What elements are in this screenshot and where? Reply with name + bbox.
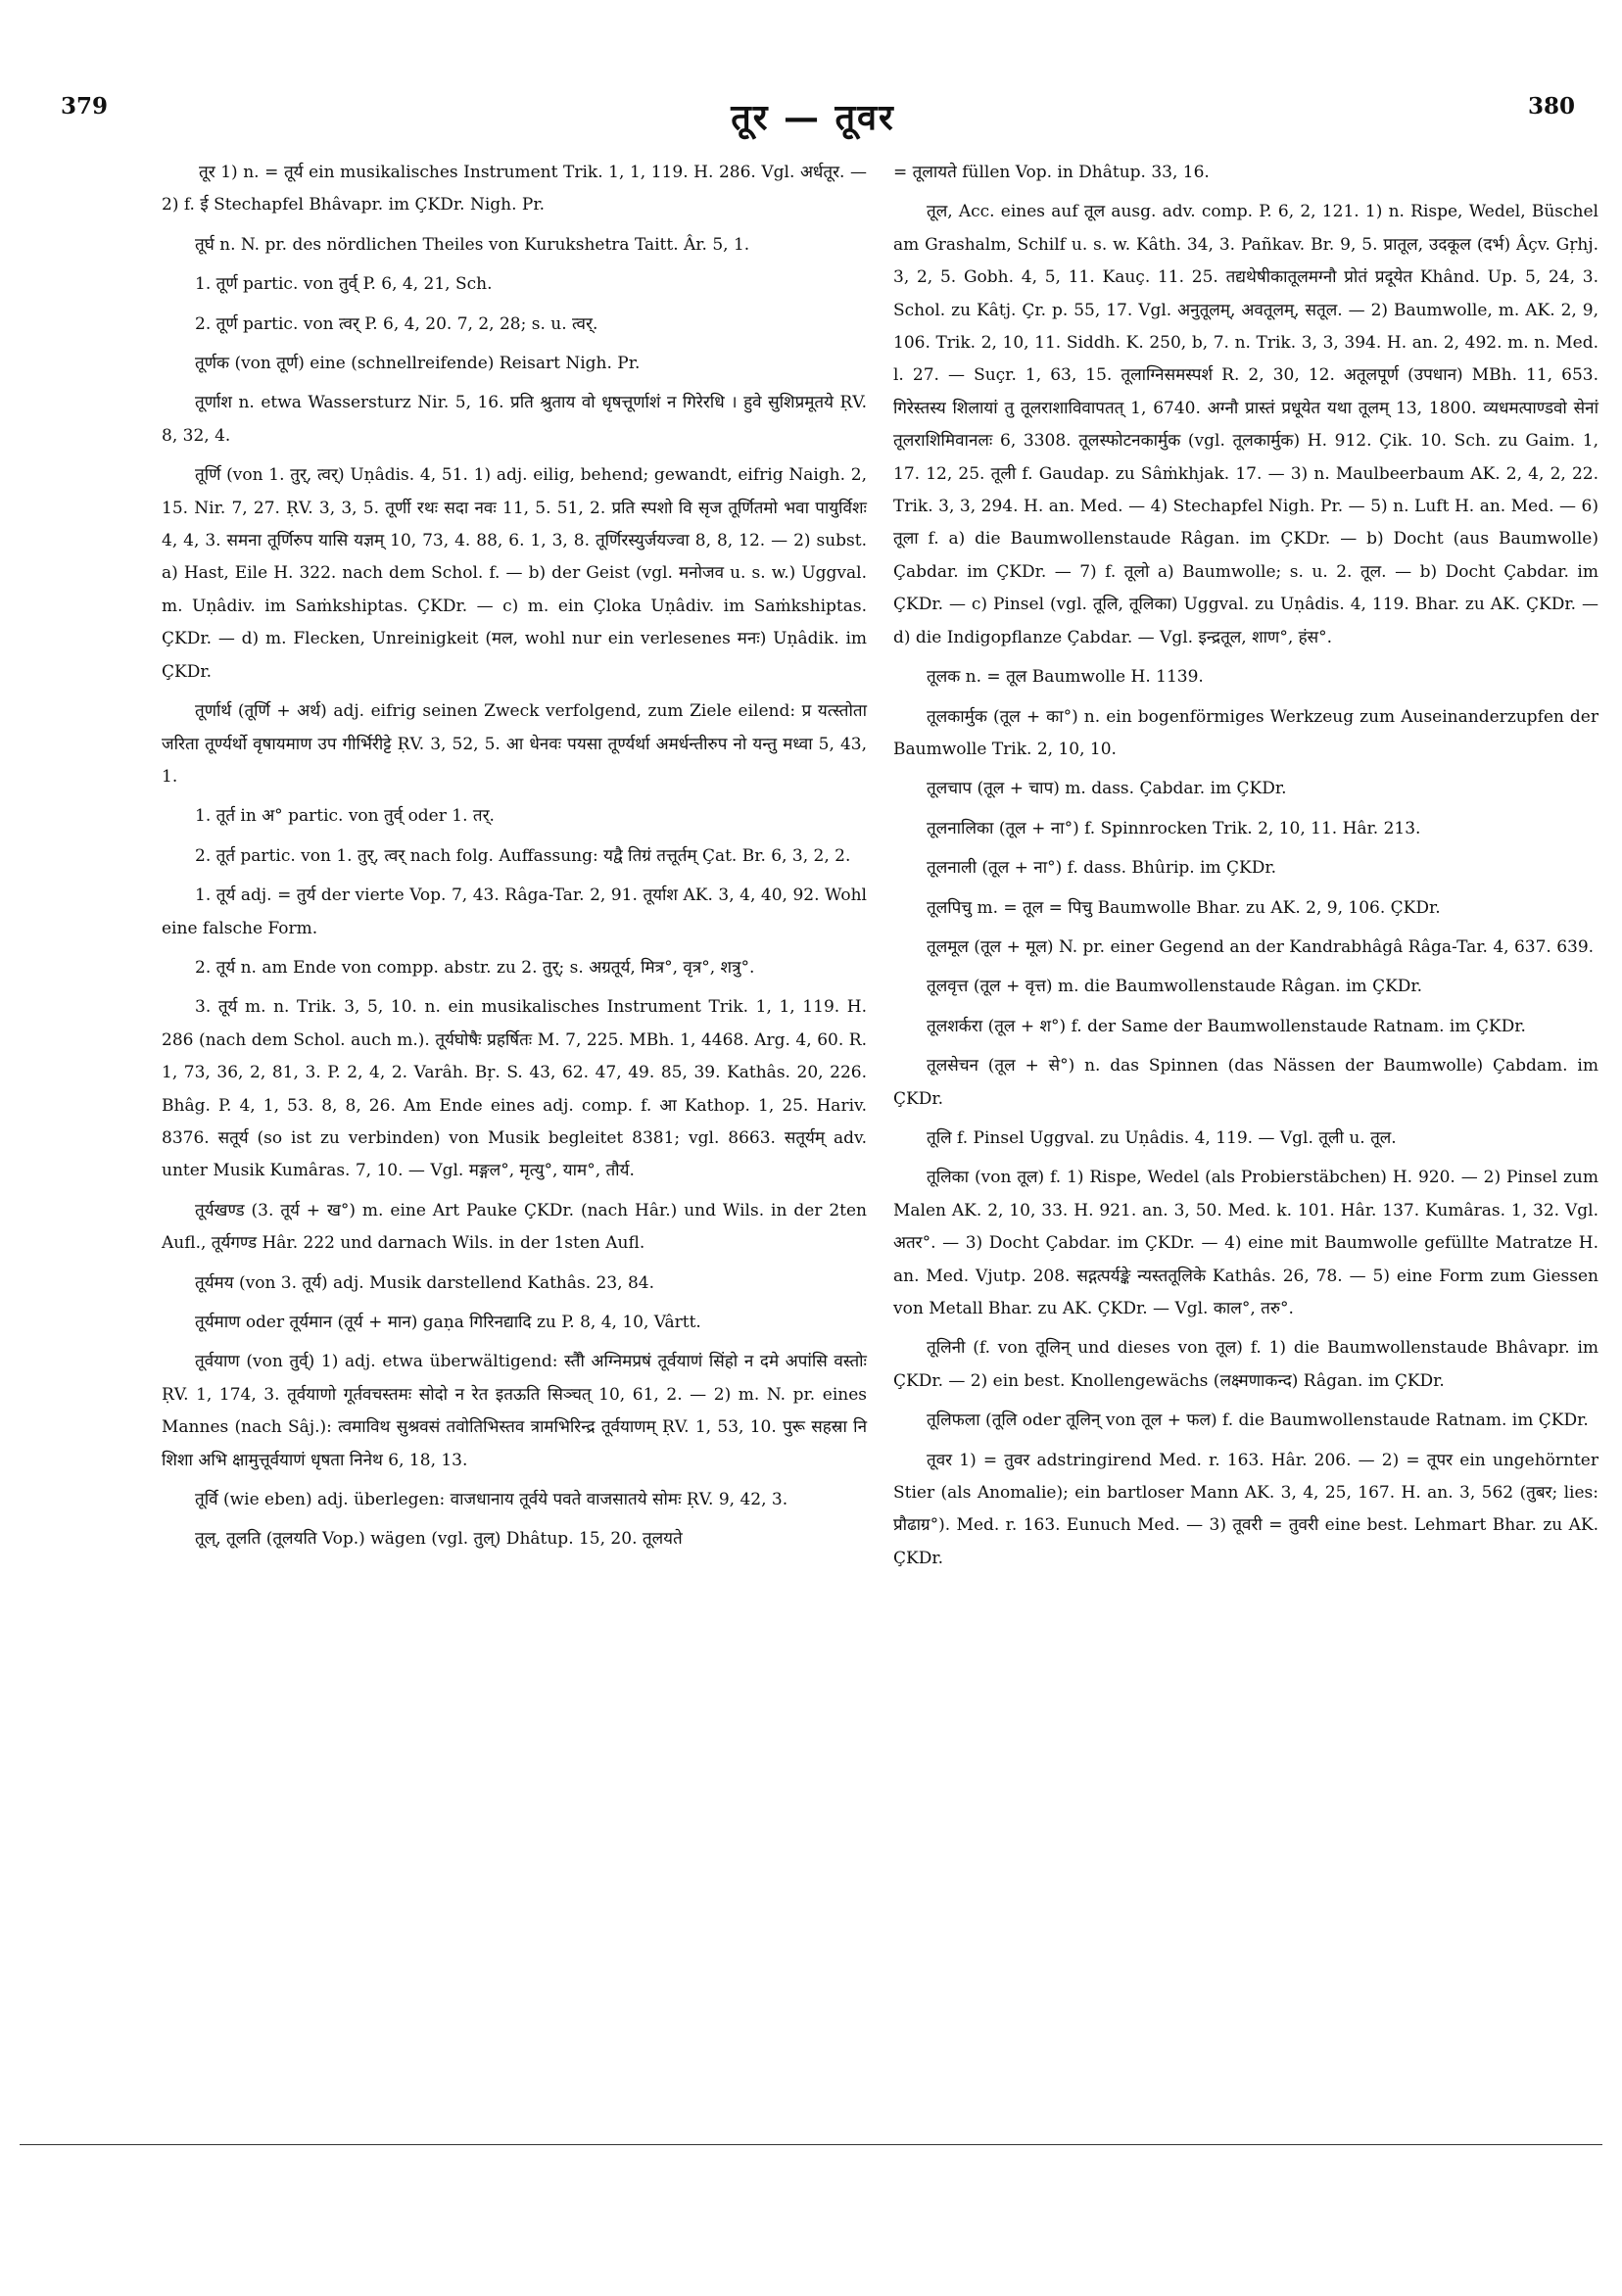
entry-turnasha: तूर्णाश n. etwa Wassersturz Nir. 5, 16. प्रति श्रुताय वो धृषत्तूर्णाशं न गिरेरधि । हुवे सुशिप्रमूतये ṚV. 8, 32, 4. — [162, 393, 867, 446]
entry-tulanali: तूलनाली (तूल + ना°) f. dass. Bhûrip. im ÇKDr. — [927, 858, 1277, 879]
entry-turya-1: 1. तूर्य adj. = तुर्य der vierte Vop. 7, 43. Râga-Tar. 2, 91. तूर्याश AK. 3, 4, 40, 92. Wohl eine falsche Form. — [162, 885, 867, 938]
right-column — [893, 157, 1598, 1582]
entry-tulaka: तूलक n. = तूल Baumwolle H. 1139. — [927, 667, 1204, 688]
entry-turya-2: 2. तूर्य n. am Ende von compp. abstr. zu 2. तुर्; s. अग्रतूर्य, मित्र°, वृत्र°, शत्रु°. — [195, 957, 755, 978]
entry-tulasharkara: तूलशर्करा (तूल + श°) f. der Same der Baumwollenstaude Ratnam. im ÇKDr. — [927, 1016, 1526, 1036]
entry-tulamula: तूलमूल (तूल + मूल) N. pr. einer Gegend an der Kandrabhâgâ Râga-Tar. 4, 637. 639. — [927, 936, 1595, 957]
entry-turvi: तूर्वि (wie eben) adj. überlegen: वाजधानाय तूर्वये पवते वाजसातये सोमः ṚV. 9, 42, 3. — [195, 1490, 788, 1510]
entry-tulapichu: तूलपिचु m. = तूल = पिचु Baumwolle Bhar. zu AK. 2, 9, 106. ÇKDr. — [927, 897, 1441, 918]
entry-turyakhanda: तूर्यखण्ड (3. तूर्य + ख°) m. eine Art Pauke ÇKDr. (nach Hâr.) und Wils. in der 2ten Aufl., तूर्यगण्ड Hâr. 222 und darnach Wils. in der 1sten Aufl. — [162, 1200, 867, 1254]
entry-tulanalika: तूलनालिका (तूल + ना°) f. Spinnrocken Trik. 2, 10, 11. Hâr. 213. — [927, 818, 1421, 838]
entry-tulachapa: तूलचाप (तूल + चाप) m. dass. Çabdar. im ÇKDr. — [927, 779, 1287, 799]
page-number-left: 379 — [61, 93, 109, 120]
entry-turnaka: तूर्णक (von तूर्ण) eine (schnellreifende) Reisart Nigh. Pr. — [195, 354, 641, 374]
entry-tul: तूल्, तूलति (तूलयति Vop.) wägen (vgl. तुल्) Dhâtup. 15, 20. तूलयते — [195, 1529, 683, 1550]
entry-turgha: तूर्घ n. N. pr. des nördlichen Theiles von Kurukshetra Taitt. Âr. 5, 1. — [195, 234, 750, 255]
entry-turna-1: 1. तूर्ण partic. von तुर्व् P. 6, 4, 21, Sch. — [195, 274, 493, 295]
entry-tura: तूर 1) n. = तूर्य ein musikalisches Instrument Trik. 1, 1, 119. H. 286. Vgl. अर्धतूर. — 2) f. ई Stechapfel Bhâvapr. im ÇKDr. Nigh. Pr. — [162, 163, 867, 215]
footer-rule — [20, 2144, 1602, 2145]
entry-turya-3: 3. तूर्य m. n. Trik. 3, 5, 10. n. ein musikalisches Instrument Trik. 1, 1, 119. H. 286 (nach dem Schol. auch m.). तूर्यघोषैः प्रहर्षितः M. 7, 225. MBh. 1, 4468. Arg. 4, 60. R. 1, 73, 36, 2, 81, 3. P. 2, 4, 2. Varâh. Bṛ. S. 43, 62. 47, 49. 85, 39. Kathâs. 20, 226. Bhâg. P. 4, 1, 53. 8, 8, 26. Am Ende eines adj. comp. f. आ Kathop. 1, 25. Hariv. 8376. सतूर्य (so ist zu verbinden) von Musik begleitet 8381; vgl. 8663. सतूर्यम् adv. unter Musik Kumâras. 7, 10. — Vgl. मङ्गल°, मृत्यु°, याम°, तौर्य. — [162, 997, 867, 1181]
entry-turta-1: 1. तूर्त in अ° partic. von तुर्व् oder 1. तर्. — [195, 806, 495, 827]
entry-turyamana: तूर्यमाण oder तूर्यमान (तूर्य + मान) gaṇa गिरिनद्यादि zu P. 8, 4, 10, Vârtt. — [195, 1313, 701, 1332]
entry-tulini: तूलिनी (f. von तूलिन् und dieses von तूल) f. 1) die Baumwollenstaude Bhâvapr. im ÇKDr. — 2) ein best. Knollengewächs (लक्ष्मणाकन्द) Râgan. im ÇKDr. — [893, 1338, 1598, 1391]
entry-tulakarmuka: तूलकार्मुक (तूल + का°) n. ein bogenförmiges Werkzeug zum Auseinanderzupfen der Baumwolle Trik. 2, 10, 10. — [893, 706, 1598, 759]
entry-tula: तूल, Acc. eines auf तूल ausg. adv. comp. P. 6, 2, 121. 1) n. Rispe, Wedel, Büschel am Grashalm, Schilf u. s. w. Kâth. 34, 3. Pañkav. Br. 9, 5. प्रातूल, उदकूल (दर्भ) Âçv. Gṛhj. 3, 2, 5. Gobh. 4, 5, 11. Kauç. 11. 25. तद्यथेषीकातूलमग्नौ प्रोतं प्रदूयेत Khând. Up. 5, 24, 3. Schol. zu Kâtj. Çr. p. 55, 17. Vgl. अनुतूलम्, अवतूलम्, सतूल. — 2) Baumwolle, m. AK. 2, 9, 106. Trik. 2, 10, 11. Siddh. K. 250, b, 7. n. Trik. 3, 3, 394. H. an. 2, 492. m. n. Med. l. 27. — Suçr. 1, 63, 15. तूलाग्निसमस्पर्श R. 2, 30, 12. अतूलपूर्ण (उपधान) MBh. 11, 653. गिरेस्तस्य शिलायां तु तूलराशाविवापतत् 1, 6740. अग्नौ प्रास्तं प्रधूयेत यथा तूलम् 13, 1800. व्यधमत्पाण्डवो सेनां तूलराशिमिवानलः 6, 3308. तूलस्फोटनकार्मुक (vgl. तूलकार्मुक) H. 912. Çik. 10. Sch. zu Gaim. 1, 17. 12, 25. तूली f. Gaudap. zu Sâṁkhjak. 17. — 3) n. Maulbeerbaum AK. 2, 4, 2, 22. Trik. 3, 3, 294. H. an. Med. — 4) Stechapfel Nigh. Pr. — 5) n. Luft H. an. Med. — 6) तूला f. a) die Baumwollenstaude Râgan. im ÇKDr. — b) Docht (aus Baumwolle) Çabdar. im ÇKDr. — 7) f. तूलो a) Baumwolle; s. u. 2. तूल. — b) Docht Çabdar. im ÇKDr. — c) Pinsel (vgl. तूलि, तूलिका) Uggval. zu Uṇâdis. 4, 119. Bhar. zu AK. ÇKDr. — d) die Indigopflanze Çabdar. — Vgl. इन्द्रतूल, शाण°, हंस°. — [893, 202, 1598, 647]
entry-tuli: तूलि f. Pinsel Uggval. zu Uṇâdis. 4, 119. — Vgl. तूली u. तूल. — [927, 1127, 1397, 1148]
entry-tulika: तूलिका (von तूल) f. 1) Rispe, Wedel (als Probierstäbchen) H. 920. — 2) Pinsel zum Malen AK. 2, 10, 33. H. 921. an. 3, 50. Med. k. 101. Hâr. 137. Kumâras. 1, 32. Vgl. अतर°. — 3) Docht Çabdar. im ÇKDr. — 4) eine mit Baumwolle gefüllte Matratze H. an. Med. Vjutp. 208. सद्गत्पर्यङ्के न्यस्ततूलिके Kathâs. 26, 78. — 5) eine Form zum Giessen von Metall Bhar. zu AK. ÇKDr. — Vgl. काल°, तरु°. — [893, 1168, 1598, 1318]
entry-tul-continued: = तूलायते füllen Vop. in Dhâtup. 33, 16. — [893, 163, 1210, 182]
entry-tuliphala: तूलिफला (तूलि oder तूलिन् von तूल + फल) f. die Baumwollenstaude Ratnam. im ÇKDr. — [927, 1411, 1589, 1431]
entry-tulasechana: तूलसेचन (तूल + से°) n. das Spinnen (das Nässen der Baumwolle) Çabdam. im ÇKDr. — [893, 1056, 1598, 1109]
entry-turni: तूर्णि (von 1. तुर्, त्वर्) Uṇâdis. 4, 51. 1) adj. eilig, behend; gewandt, eifrig Naigh. 2, 15. Nir. 7, 27. ṚV. 3, 3, 5. तूर्णी रथः सदा नवः 11, 5. 51, 2. प्रति स्पशो वि सृज तूर्णितमो भवा पायुर्विशः 4, 4, 3. समना तूर्णिरुप यासि यज्ञम् 10, 73, 4. 88, 6. 1, 3, 8. तूर्णिरस्युर्जयज्वा 8, 8, 12. — 2) subst. a) Hast, Eile H. 322. nach dem Schol. f. — b) der Geist (vgl. मनोजव u. s. w.) Uggval. m. Uṇâdiv. im Saṁkshiptas. ÇKDr. — c) m. ein Çloka Uṇâdiv. im Saṁkshiptas. ÇKDr. — d) m. Flecken, Unreinigkeit (मल, wohl nur ein verlesenes मनः) Uṇâdik. im ÇKDr. — [162, 465, 867, 682]
entry-turvayana: तूर्वयाण (von तुर्व्) 1) adj. etwa überwältigend: स्तैौ अग्निमप्रषं तूर्वयाणं सिंहो न दमे अपांसि वस्तोः ṚV. 1, 174, 3. तूर्वयाणो गूर्तवचस्तमः सोदो न रेत इतऊति सिञ्चत् 10, 61, 2. — 2) m. N. pr. eines Mannes (nach Sâj.): त्वमाविथ सुश्रवसं तवोतिभिस्तव त्रामभिरिन्द्र तूर्वयाणम् ṚV. 1, 53, 10. पुरू सहस्रा नि शिशा अभि क्षामुत्तूर्वयाणं धृषता निनेथ 6, 18, 13. — [162, 1352, 867, 1470]
entry-turna-2: 2. तूर्ण partic. von त्वर् P. 6, 4, 20. 7, 2, 28; s. u. त्वर्. — [195, 313, 598, 334]
entry-turnartha: तूर्णार्थ (तूर्णि + अर्थ) adj. eifrig seinen Zweck verfolgend, zum Ziele eilend: प्र यत्स्तोता जरिता तूर्ण्यर्थो वृषायमाण उप गीर्भिरीट्टे ṚV. 3, 52, 5. आ धेनवः पयसा तूर्ण्यर्था अमर्धन्तीरुप नो यन्तु मध्वा 5, 43, 1. — [162, 701, 867, 787]
entry-turyamaya: तूर्यमय (von 3. तूर्य) adj. Musik darstellend Kathâs. 23, 84. — [195, 1272, 655, 1293]
left-column — [162, 157, 867, 1563]
page-number-right: 380 — [1528, 93, 1576, 120]
entry-tuvara: तूवर 1) = तुवर adstringirend Med. r. 163. Hâr. 206. — 2) = तूपर ein ungehörnter Stier (als Anomalie); ein bartloser Mann AK. 3, 4, 25, 167. H. an. 3, 562 (तुबर; lies: प्रौढाग्र°). Med. r. 163. Eunuch Med. — 3) तूवरी = तुवरी eine best. Lehmart Bhar. zu AK. ÇKDr. — [893, 1450, 1598, 1568]
running-head: तूर — तूवर — [731, 97, 895, 138]
entry-turta-2: 2. तूर्त partic. von 1. तुर्, त्वर् nach folg. Auffassung: यद्वै तिग्रं तत्तूर्तम् Çat. Br. 6, 3, 2, 2. — [195, 845, 851, 866]
entry-tulavrtta: तूलवृत्त (तूल + वृत्त) m. die Baumwollenstaude Râgan. im ÇKDr. — [927, 977, 1423, 997]
